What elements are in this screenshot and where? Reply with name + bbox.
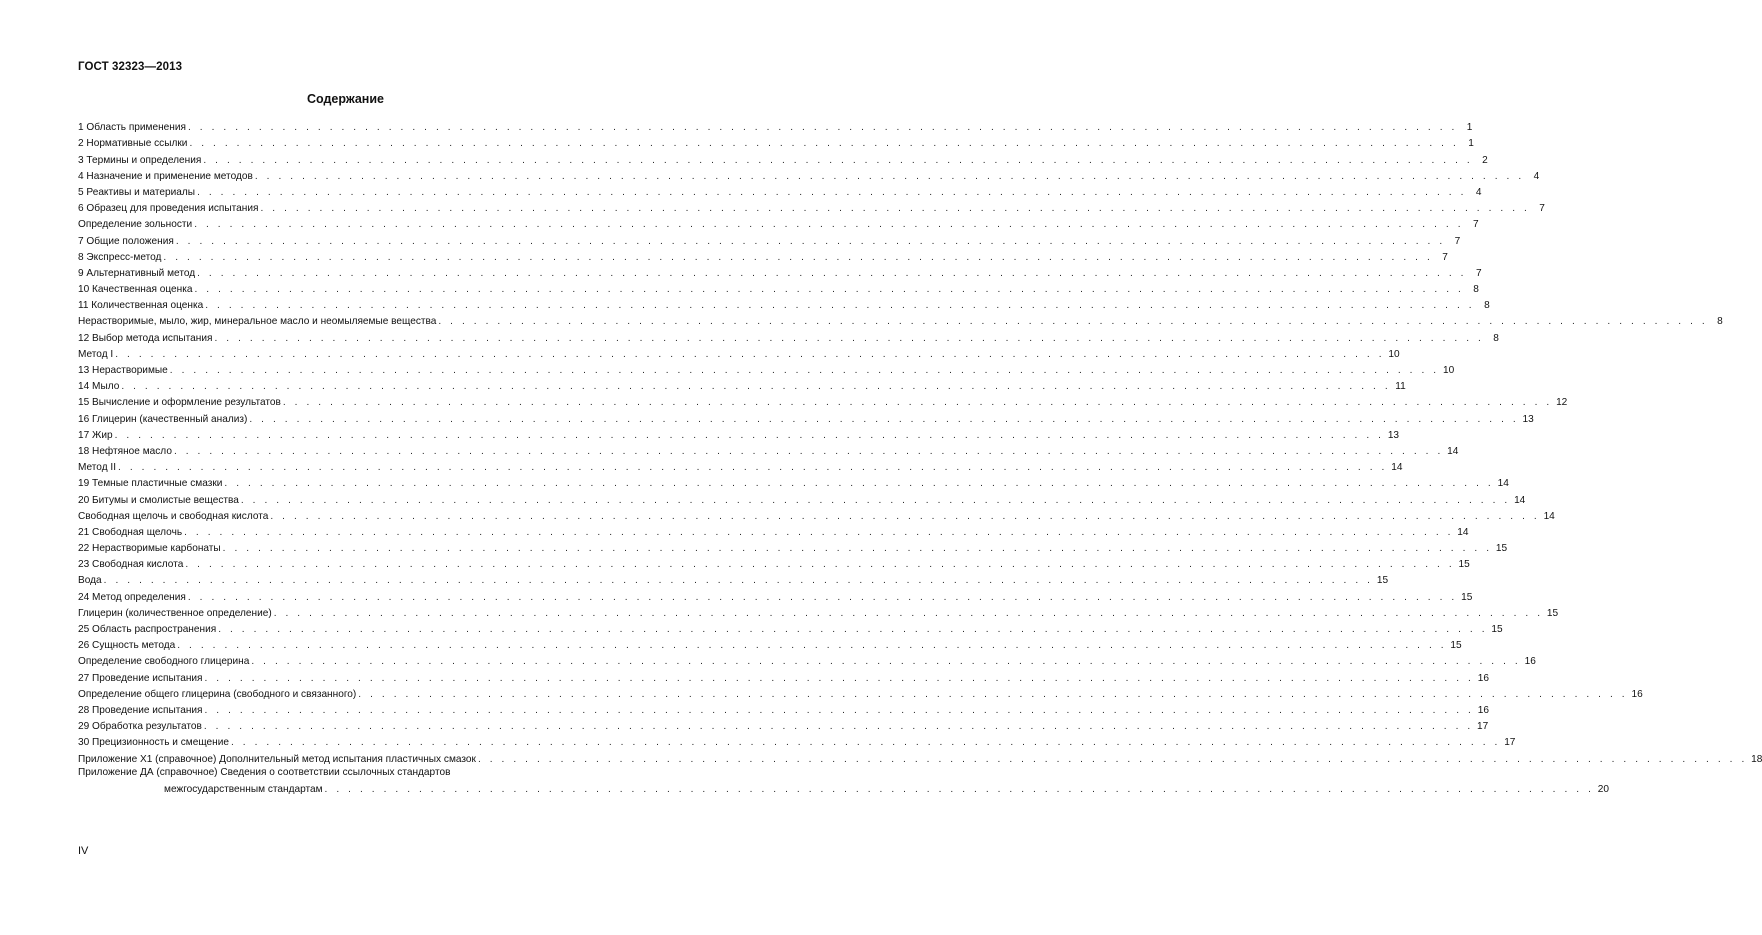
toc-entry-page: 4 [1475, 186, 1482, 198]
toc-entry-label: Приложение Х1 (справочное) Дополнительный метод испытания пластичных смазок [78, 753, 476, 765]
toc-entry[interactable] [78, 620, 1503, 636]
toc-entry-label: 23 Свободная кислота [78, 559, 184, 571]
toc-entry[interactable] [78, 150, 1488, 166]
toc-leader-dots: . . . . . . . . . . . . . . . . . . . . . . . . . . . . . . . . . . . . . . . . . . . . . . . . . . . . . . . . . . . . . . . . . . . . . . . . . . . . . . . . . . . . . . . . . . . . . . . . . . . . . . . . . . . . [251, 656, 1521, 668]
toc-entry-page: 15 [1546, 607, 1559, 619]
toc-entry-page: 16 [1477, 672, 1489, 684]
toc-leader-dots: . . . . . . . . . . . . . . . . . . . . . . . . . . . . . . . . . . . . . . . . . . . . . . . . . . . . . . . . . . . . . . . . . . . . . . . . . . . . . . . . . . . . . . . . . . . . . . . . . . . . . . . . . . . . [185, 559, 1455, 571]
toc-entry-label: 16 Глицерин (качественный анализ) [78, 413, 248, 425]
toc-entry-page: 18 [1751, 753, 1762, 765]
toc-leader-dots: . . . . . . . . . . . . . . . . . . . . . . . . . . . . . . . . . . . . . . . . . . . . . . . . . . . . . . . . . . . . . . . . . . . . . . . . . . . . . . . . . . . . . . . . . . . . . . . . . . . . . . . . . . . . [282, 397, 1553, 409]
toc-entry[interactable] [78, 280, 1479, 296]
toc-entry-page: 7 [1473, 219, 1479, 231]
toc-entry-page: 14 [1447, 445, 1459, 457]
toc-entry-page: 17 [1504, 737, 1516, 749]
toc-leader-dots: . . . . . . . . . . . . . . . . . . . . . . . . . . . . . . . . . . . . . . . . . . . . . . . . . . . . . . . . . . . . . . . . . . . . . . . . . . . . . . . . . . . . . . . . . . . . . . . . . . . . . . . . . . . . [204, 672, 1474, 684]
toc-entry-label: Определение зольности [78, 219, 193, 231]
toc-entry-label: 12 Выбор метода испытания [78, 332, 213, 344]
toc-entry[interactable] [78, 426, 1400, 442]
toc-entry[interactable] [78, 409, 1534, 425]
toc-entry-page: 1 [1466, 122, 1473, 134]
toc-entry[interactable] [78, 474, 1509, 490]
toc-entry[interactable] [78, 636, 1462, 652]
toc-entry-label: Определение общего глицерина (свободного и связанного) [78, 688, 357, 700]
toc-entry-page: 14 [1497, 478, 1509, 490]
toc-leader-dots: . . . . . . . . . . . . . . . . . . . . . . . . . . . . . . . . . . . . . . . . . . . . . . . . . . . . . . . . . . . . . . . . . . . . . . . . . . . . . . . . . . . . . . . . . . . . . . . . . . . . . . . . . . . . [438, 316, 1708, 328]
toc-entry-label: 17 Жир [78, 429, 113, 441]
toc-entry[interactable] [78, 555, 1470, 571]
toc-entry-label: 9 Альтернативный метод [78, 267, 196, 279]
toc-entry[interactable] [78, 587, 1473, 603]
toc-entry-page: 15 [1450, 640, 1462, 652]
toc-entry-page: 12 [1556, 397, 1568, 409]
toc-entry-label: 26 Сущность метода [78, 640, 176, 652]
toc-entry-label: 27 Проведение испытания [78, 672, 203, 684]
toc-entry-page: 8 [1493, 332, 1499, 344]
toc-entry[interactable] [78, 328, 1499, 344]
toc-entry[interactable] [78, 523, 1469, 539]
toc-entry-label: 11 Количественная оценка [78, 300, 204, 312]
toc-leader-dots: . . . . . . . . . . . . . . . . . . . . . . . . . . . . . . . . . . . . . . . . . . . . . . . . . . . . . . . . . . . . . . . . . . . . . . . . . . . . . . . . . . . . . . . . . . . . . . . . . . . . . . . . . . . . [169, 365, 1440, 376]
toc-entry[interactable] [78, 215, 1479, 231]
toc-leader-dots: . . . . . . . . . . . . . . . . . . . . . . . . . . . . . . . . . . . . . . . . . . . . . . . . . . . . . . . . . . . . . . . . . . . . . . . . . . . . . . . . . . . . . . . . . . . . . . . . . . . . . . . . . . . . [204, 704, 1474, 716]
toc-entry-page: 15 [1376, 575, 1389, 587]
toc-entry-label: 22 Нерастворимые карбонаты [78, 543, 221, 555]
toc-entry-label: 14 Мыло [78, 381, 120, 393]
toc-entry-label: 24 Метод определения [78, 591, 186, 603]
toc-entry-page: 14 [1543, 510, 1555, 522]
toc-entry[interactable] [78, 571, 1389, 587]
toc-entry-page: 8 [1484, 300, 1490, 312]
toc-entry-label: 18 Нефтяное масло [78, 445, 172, 457]
toc-entry-page: 4 [1533, 170, 1540, 182]
toc-entry-label: 19 Темные пластичные смазки [78, 478, 223, 490]
toc-entry-label: 7 Общие положения [78, 235, 174, 247]
toc-leader-dots: . . . . . . . . . . . . . . . . . . . . . . . . . . . . . . . . . . . . . . . . . . . . . . . . . . . . . . . . . . . . . . . . . . . . . . . . . . . . . . . . . . . . . . . . . . . . . . . . . . . . . . . . . . . . [203, 154, 1473, 166]
toc-entry-page: 8 [1717, 316, 1723, 328]
toc-leader-dots: . . . . . . . . . . . . . . . . . . . . . . . . . . . . . . . . . . . . . . . . . . . . . . . . . . . . . . . . . . . . . . . . . . . . . . . . . . . . . . . . . . . . . . . . . . . . . . . . . . . . . . . . . . . . [187, 122, 1458, 134]
toc-entry-label: 29 Обработка результатов [78, 721, 202, 733]
toc-leader-dots: . . . . . . . . . . . . . . . . . . . . . . . . . . . . . . . . . . . . . . . . . . . . . . . . . . . . . . . . . . . . . . . . . . . . . . . . . . . . . . . . . . . . . . . . . . . . . . . . . . . . . . . . . . . . [177, 640, 1447, 652]
toc-entry[interactable] [78, 604, 1559, 620]
toc-entry-page: 2 [1482, 154, 1488, 166]
toc-entry-label: 2 Нормативные ссылки [78, 138, 188, 150]
toc-entry-page: 15 [1491, 624, 1503, 635]
toc-entry-appendix-da[interactable] [78, 766, 1609, 798]
toc-entry-label: 3 Термины и определения [78, 154, 202, 166]
toc-entry-page: 7 [1454, 235, 1461, 247]
toc-entry-label: Глицерин (количественное определение) [78, 607, 272, 619]
toc-entry-page: 15 [1495, 543, 1508, 555]
toc-leader-dots: . . . . . . . . . . . . . . . . . . . . . . . . . . . . . . . . . . . . . . . . . . . . . . . . . . . . . . . . . . . . . . . . . . . . . . . . . . . . . . . . . . . . . . . . . . . . . . . . . . . . . . . . . . . . [118, 462, 1388, 474]
toc-entry[interactable] [78, 733, 1516, 749]
toc-leader-dots: . . . . . . . . . . . . . . . . . . . . . . . . . . . . . . . . . . . . . . . . . . . . . . . . . . . . . . . . . . . . . . . . . . . . . . . . . . . . . . . . . . . . . . . . . . . . . . . . . . . . . . . . . . . . [324, 783, 1594, 795]
toc-entry[interactable] [78, 345, 1400, 361]
toc-entry-page: 16 [1631, 688, 1643, 700]
toc-entry-page: 11 [1395, 381, 1406, 393]
toc-entry[interactable] [78, 377, 1406, 393]
toc-entry-page: 14 [1514, 494, 1526, 506]
toc-leader-dots: . . . . . . . . . . . . . . . . . . . . . . . . . . . . . . . . . . . . . . . . . . . . . . . . . . . . . . . . . . . . . . . . . . . . . . . . . . . . . . . . . . . . . . . . . . . . . . . . . . . . . . . . . . . . [358, 688, 1628, 700]
page-title: Содержание [306, 92, 384, 106]
toc-entry-page: 15 [1461, 591, 1473, 603]
toc-leader-dots: . . . . . . . . . . . . . . . . . . . . . . . . . . . . . . . . . . . . . . . . . . . . . . . . . . . . . . . . . . . . . . . . . . . . . . . . . . . . . . . . . . . . . . . . . . . . . . . . . . . . . . . . . . . . [270, 510, 1540, 522]
toc-entry-label: 20 Битумы и смолистые вещества [78, 494, 239, 506]
toc-leader-dots: . . . . . . . . . . . . . . . . . . . . . . . . . . . . . . . . . . . . . . . . . . . . . . . . . . . . . . . . . . . . . . . . . . . . . . . . . . . . . . . . . . . . . . . . . . . . . . . . . . . . . . . . . . . . [260, 203, 1530, 215]
toc-entry-label: 5 Реактивы и материалы [78, 186, 196, 198]
toc-entry-label: Свободная щелочь и свободная кислота [78, 510, 269, 522]
toc-entry-label: 28 Проведение испытания [78, 704, 203, 716]
toc-entry-label: 30 Прецизионность и смещение [78, 737, 229, 749]
toc-entry[interactable] [78, 539, 1508, 555]
toc-entry-label-continued: межгосударственным стандартам [164, 783, 323, 795]
toc-entry[interactable] [78, 652, 1536, 668]
toc-entry-label: 8 Экспресс-метод [78, 251, 162, 263]
toc-entry[interactable] [78, 749, 1762, 765]
toc-leader-dots: . . . . . . . . . . . . . . . . . . . . . . . . . . . . . . . . . . . . . . . . . . . . . . . . . . . . . . . . . . . . . . . . . . . . . . . . . . . . . . . . . . . . . . . . . . . . . . . . . . . . . . . . . . . . [197, 186, 1467, 198]
toc-entry-label: Вода [78, 575, 102, 587]
toc-entry[interactable] [78, 199, 1545, 215]
toc-leader-dots: . . . . . . . . . . . . . . . . . . . . . . . . . . . . . . . . . . . . . . . . . . . . . . . . . . . . . . . . . . . . . . . . . . . . . . . . . . . . . . . . . . . . . . . . . . . . . . . . . . . . . . . . . . . . [222, 543, 1493, 555]
toc-entry-page: 10 [1442, 365, 1455, 376]
toc-entry[interactable] [78, 458, 1403, 474]
toc-entry-label: 6 Образец для проведения испытания [78, 203, 259, 215]
toc-entry-page: 8 [1473, 284, 1479, 296]
toc-entry[interactable] [78, 668, 1489, 684]
toc-entry[interactable] [78, 183, 1482, 199]
toc-entry[interactable] [78, 231, 1461, 247]
toc-entry-label: Нерастворимые, мыло, жир, минеральное масло и неомыляемые вещества [78, 316, 437, 328]
toc-leader-dots: . . . . . . . . . . . . . . . . . . . . . . . . . . . . . . . . . . . . . . . . . . . . . . . . . . . . . . . . . . . . . . . . . . . . . . . . . . . . . . . . . . . . . . . . . . . . . . . . . . . . . . . . . . . . [175, 235, 1446, 247]
toc-entry-label: 13 Нерастворимые [78, 365, 168, 376]
toc-leader-dots: . . . . . . . . . . . . . . . . . . . . . . . . . . . . . . . . . . . . . . . . . . . . . . . . . . . . . . . . . . . . . . . . . . . . . . . . . . . . . . . . . . . . . . . . . . . . . . . . . . . . . . . . . . . . [114, 429, 1385, 441]
toc-entry[interactable] [78, 296, 1490, 312]
toc-entry-page: 13 [1387, 429, 1400, 441]
toc-entry[interactable] [78, 361, 1455, 377]
toc-entry-page: 20 [1597, 783, 1609, 795]
toc-entry-page: 16 [1477, 704, 1489, 716]
toc-entry-page: 13 [1522, 413, 1534, 425]
toc-entry-page: 1 [1468, 138, 1474, 150]
toc-entry-page: 14 [1391, 462, 1403, 474]
toc-entry-label: 21 Свободная щелочь [78, 526, 183, 538]
toc-leader-dots: . . . . . . . . . . . . . . . . . . . . . . . . . . . . . . . . . . . . . . . . . . . . . . . . . . . . . . . . . . . . . . . . . . . . . . . . . . . . . . . . . . . . . . . . . . . . . . . . . . . . . . . . . . . . [197, 267, 1467, 279]
toc-leader-dots: . . . . . . . . . . . . . . . . . . . . . . . . . . . . . . . . . . . . . . . . . . . . . . . . . . . . . . . . . . . . . . . . . . . . . . . . . . . . . . . . . . . . . . . . . . . . . . . . . . . . . . . . . . . . [121, 381, 1391, 393]
toc-leader-dots: . . . . . . . . . . . . . . . . . . . . . . . . . . . . . . . . . . . . . . . . . . . . . . . . . . . . . . . . . . . . . . . . . . . . . . . . . . . . . . . . . . . . . . . . . . . . . . . . . . . . . . . . . . . . [477, 753, 1748, 765]
toc-entry[interactable] [78, 134, 1474, 150]
toc-entry-label: 1 Область применения [78, 122, 186, 134]
toc-leader-dots: . . . . . . . . . . . . . . . . . . . . . . . . . . . . . . . . . . . . . . . . . . . . . . . . . . . . . . . . . . . . . . . . . . . . . . . . . . . . . . . . . . . . . . . . . . . . . . . . . . . . . . . . . . . . [194, 284, 1464, 296]
toc-entry-label: Приложение ДА (справочное) Сведения о соответствии ссылочных стандартов [78, 766, 451, 778]
toc-entry-page: 7 [1475, 267, 1482, 279]
toc-leader-dots: . . . . . . . . . . . . . . . . . . . . . . . . . . . . . . . . . . . . . . . . . . . . . . . . . . . . . . . . . . . . . . . . . . . . . . . . . . . . . . . . . . . . . . . . . . . . . . . . . . . . . . . . . . . . [214, 332, 1484, 344]
toc-entry-label: Метод I [78, 348, 114, 360]
toc-entry-page: 16 [1524, 656, 1536, 668]
toc-entry[interactable] [78, 717, 1489, 733]
toc-entry[interactable] [78, 393, 1568, 409]
toc-entry[interactable] [78, 312, 1723, 328]
toc-entry[interactable] [78, 167, 1540, 183]
toc-entry-label: 25 Область распространения [78, 624, 217, 635]
toc-leader-dots: . . . . . . . . . . . . . . . . . . . . . . . . . . . . . . . . . . . . . . . . . . . . . . . . . . . . . . . . . . . . . . . . . . . . . . . . . . . . . . . . . . . . . . . . . . . . . . . . . . . . . . . . . . . . [189, 138, 1459, 150]
toc-entry[interactable] [78, 118, 1473, 134]
table-of-contents [78, 118, 1762, 798]
toc-entry[interactable] [78, 685, 1643, 701]
toc-entry[interactable] [78, 248, 1448, 264]
toc-leader-dots: . . . . . . . . . . . . . . . . . . . . . . . . . . . . . . . . . . . . . . . . . . . . . . . . . . . . . . . . . . . . . . . . . . . . . . . . . . . . . . . . . . . . . . . . . . . . . . . . . . . . . . . . . . . . [273, 607, 1544, 619]
toc-entry[interactable] [78, 490, 1526, 506]
toc-leader-dots: . . . . . . . . . . . . . . . . . . . . . . . . . . . . . . . . . . . . . . . . . . . . . . . . . . . . . . . . . . . . . . . . . . . . . . . . . . . . . . . . . . . . . . . . . . . . . . . . . . . . . . . . . . . . [254, 170, 1525, 182]
toc-entry-page: 7 [1539, 203, 1545, 215]
toc-entry-page: 7 [1442, 251, 1448, 263]
toc-entry-label: Метод II [78, 462, 117, 474]
toc-leader-dots: . . . . . . . . . . . . . . . . . . . . . . . . . . . . . . . . . . . . . . . . . . . . . . . . . . . . . . . . . . . . . . . . . . . . . . . . . . . . . . . . . . . . . . . . . . . . . . . . . . . . . . . . . . . . [218, 624, 1488, 635]
toc-entry-label: 4 Назначение и применение методов [78, 170, 253, 182]
toc-entry[interactable] [78, 507, 1555, 523]
toc-leader-dots: . . . . . . . . . . . . . . . . . . . . . . . . . . . . . . . . . . . . . . . . . . . . . . . . . . . . . . . . . . . . . . . . . . . . . . . . . . . . . . . . . . . . . . . . . . . . . . . . . . . . . . . . . . . . [115, 348, 1385, 360]
document-code: ГОСТ 32323—2013 [78, 61, 183, 73]
toc-leader-dots: . . . . . . . . . . . . . . . . . . . . . . . . . . . . . . . . . . . . . . . . . . . . . . . . . . . . . . . . . . . . . . . . . . . . . . . . . . . . . . . . . . . . . . . . . . . . . . . . . . . . . . . . . . . . [173, 445, 1444, 457]
toc-leader-dots: . . . . . . . . . . . . . . . . . . . . . . . . . . . . . . . . . . . . . . . . . . . . . . . . . . . . . . . . . . . . . . . . . . . . . . . . . . . . . . . . . . . . . . . . . . . . . . . . . . . . . . . . . . . . [205, 300, 1475, 312]
toc-entry-page: 14 [1457, 526, 1469, 538]
toc-entry[interactable] [78, 701, 1489, 717]
toc-leader-dots: . . . . . . . . . . . . . . . . . . . . . . . . . . . . . . . . . . . . . . . . . . . . . . . . . . . . . . . . . . . . . . . . . . . . . . . . . . . . . . . . . . . . . . . . . . . . . . . . . . . . . . . . . . . . [240, 494, 1511, 506]
toc-leader-dots: . . . . . . . . . . . . . . . . . . . . . . . . . . . . . . . . . . . . . . . . . . . . . . . . . . . . . . . . . . . . . . . . . . . . . . . . . . . . . . . . . . . . . . . . . . . . . . . . . . . . . . . . . . . . [249, 413, 1519, 425]
toc-entry-label: 10 Качественная оценка [78, 284, 193, 296]
toc-leader-dots: . . . . . . . . . . . . . . . . . . . . . . . . . . . . . . . . . . . . . . . . . . . . . . . . . . . . . . . . . . . . . . . . . . . . . . . . . . . . . . . . . . . . . . . . . . . . . . . . . . . . . . . . . . . . [103, 575, 1374, 587]
toc-entry-page: 15 [1458, 559, 1470, 571]
toc-entry-label: 15 Вычисление и оформление результатов [78, 397, 281, 409]
toc-entry[interactable] [78, 264, 1482, 280]
toc-leader-dots: . . . . . . . . . . . . . . . . . . . . . . . . . . . . . . . . . . . . . . . . . . . . . . . . . . . . . . . . . . . . . . . . . . . . . . . . . . . . . . . . . . . . . . . . . . . . . . . . . . . . . . . . . . . . [224, 478, 1494, 490]
toc-leader-dots: . . . . . . . . . . . . . . . . . . . . . . . . . . . . . . . . . . . . . . . . . . . . . . . . . . . . . . . . . . . . . . . . . . . . . . . . . . . . . . . . . . . . . . . . . . . . . . . . . . . . . . . . . . . . [163, 251, 1433, 263]
page-number: IV [78, 845, 89, 857]
toc-entry-page: 10 [1388, 348, 1400, 360]
toc-entry-page: 17 [1477, 721, 1489, 733]
toc-entry[interactable] [78, 442, 1459, 458]
toc-leader-dots: . . . . . . . . . . . . . . . . . . . . . . . . . . . . . . . . . . . . . . . . . . . . . . . . . . . . . . . . . . . . . . . . . . . . . . . . . . . . . . . . . . . . . . . . . . . . . . . . . . . . . . . . . . . . [230, 737, 1501, 749]
toc-leader-dots: . . . . . . . . . . . . . . . . . . . . . . . . . . . . . . . . . . . . . . . . . . . . . . . . . . . . . . . . . . . . . . . . . . . . . . . . . . . . . . . . . . . . . . . . . . . . . . . . . . . . . . . . . . . . [203, 721, 1474, 733]
toc-leader-dots: . . . . . . . . . . . . . . . . . . . . . . . . . . . . . . . . . . . . . . . . . . . . . . . . . . . . . . . . . . . . . . . . . . . . . . . . . . . . . . . . . . . . . . . . . . . . . . . . . . . . . . . . . . . . [187, 591, 1458, 603]
toc-leader-dots: . . . . . . . . . . . . . . . . . . . . . . . . . . . . . . . . . . . . . . . . . . . . . . . . . . . . . . . . . . . . . . . . . . . . . . . . . . . . . . . . . . . . . . . . . . . . . . . . . . . . . . . . . . . . [184, 526, 1454, 538]
toc-leader-dots: . . . . . . . . . . . . . . . . . . . . . . . . . . . . . . . . . . . . . . . . . . . . . . . . . . . . . . . . . . . . . . . . . . . . . . . . . . . . . . . . . . . . . . . . . . . . . . . . . . . . . . . . . . . . [194, 219, 1464, 231]
toc-entry-label: Определение свободного глицерина [78, 656, 250, 668]
